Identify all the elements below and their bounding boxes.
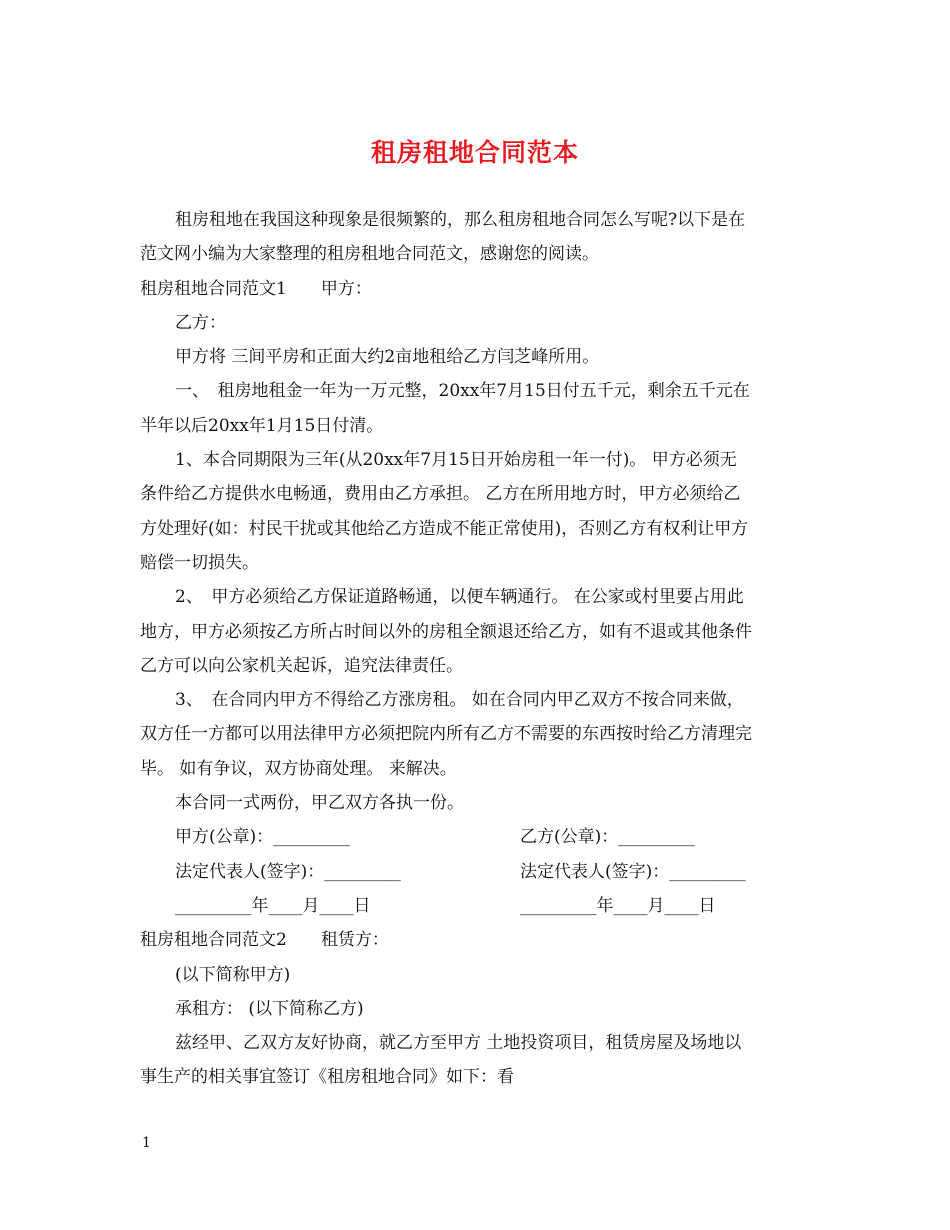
clause-3-line-3: 毕。 如有争议，双方协商处理。 来解决。 — [140, 758, 457, 779]
section-1-heading: 租房租地合同范文1 甲方： — [140, 278, 372, 299]
clause-2-line-2: 地方，甲方必须按乙方所占时间以外的房租全额退还给乙方，如有不退或其他条件 — [140, 621, 752, 642]
clause-3-line-1: 3、 在合同内甲方不得给乙方涨房租。 如在合同内甲乙双方不按合同来做， — [175, 690, 744, 711]
document-title: 租房租地合同范本 — [370, 138, 579, 167]
clause-1-line-2: 条件给乙方提供水电畅通，费用由乙方承担。 乙方在所用地方时，甲方必须给乙 — [140, 484, 741, 505]
section-2-heading: 租房租地合同范文2 租赁方： — [140, 930, 389, 951]
copies-line: 本合同一式两份，甲乙双方各执一份。 — [175, 793, 464, 814]
clause-rent-line-1: 一、 租房地租金一年为一万元整，20xx年7月15日付五千元，剩余五千元在 — [175, 381, 750, 402]
party-b-seal: 乙方(公章)：_________ — [520, 827, 695, 848]
clause-3-line-2: 双方任一方都可以用法律甲方必须把院内所有乙方不需要的东西按时给乙方清理完 — [140, 724, 752, 745]
section-2-para-line-1: 兹经甲、乙双方友好协商，就乙方至甲方 土地投资项目，租赁房屋及场地以 — [175, 1033, 742, 1054]
signature-date-row — [140, 894, 812, 928]
party-a-seal: 甲方(公章)：_________ — [175, 827, 350, 848]
section-2-para-line-2: 事生产的相关事宜签订《租房租地合同》如下：看 — [140, 1067, 514, 1088]
clause-rent-line-2: 半年以后20xx年1月15日付清。 — [140, 415, 384, 436]
party-a-representative: 法定代表人(签字)：_________ — [175, 861, 401, 882]
party-a-date: _________年____月____日 — [175, 895, 371, 916]
clause-1-line-4: 赔偿一切损失。 — [140, 552, 259, 573]
clause-1-line-3: 方处理好(如：村民干扰或其他给乙方造成不能正常使用)，否则乙方有权利让甲方 — [140, 518, 749, 539]
intro-line-1: 租房租地在我国这种现象是很频繁的，那么租房租地合同怎么写呢?以下是在 — [175, 210, 746, 230]
document-body — [140, 208, 812, 1100]
party-b-date: _________年____月____日 — [520, 895, 716, 916]
clause-1-line-1: 1、本合同期限为三年(从20xx年7月15日开始房租一年一付)。 甲方必须无 — [175, 450, 737, 471]
intro-line-2: 范文网小编为大家整理的租房租地合同范文，感谢您的阅读。 — [140, 244, 599, 265]
clause-2-line-3: 乙方可以向公家机关起诉，追究法律责任。 — [140, 655, 463, 676]
page-number: 1 — [142, 1135, 151, 1151]
lease-line: 甲方将 三间平房和正面大约2亩地租给乙方闫芝峰所用。 — [175, 347, 600, 368]
lessee-line: 承租方： (以下简称乙方) — [175, 998, 364, 1019]
lessor-note: (以下简称甲方) — [175, 964, 291, 985]
clause-2-line-1: 2、 甲方必须给乙方保证道路畅通，以便车辆通行。 在公家或村里要占用此 — [175, 587, 744, 608]
signature-seal-row — [140, 825, 812, 859]
party-b-line: 乙方： — [175, 312, 226, 333]
signature-rep-row — [140, 860, 812, 894]
party-b-representative: 法定代表人(签字)：_________ — [520, 861, 746, 882]
